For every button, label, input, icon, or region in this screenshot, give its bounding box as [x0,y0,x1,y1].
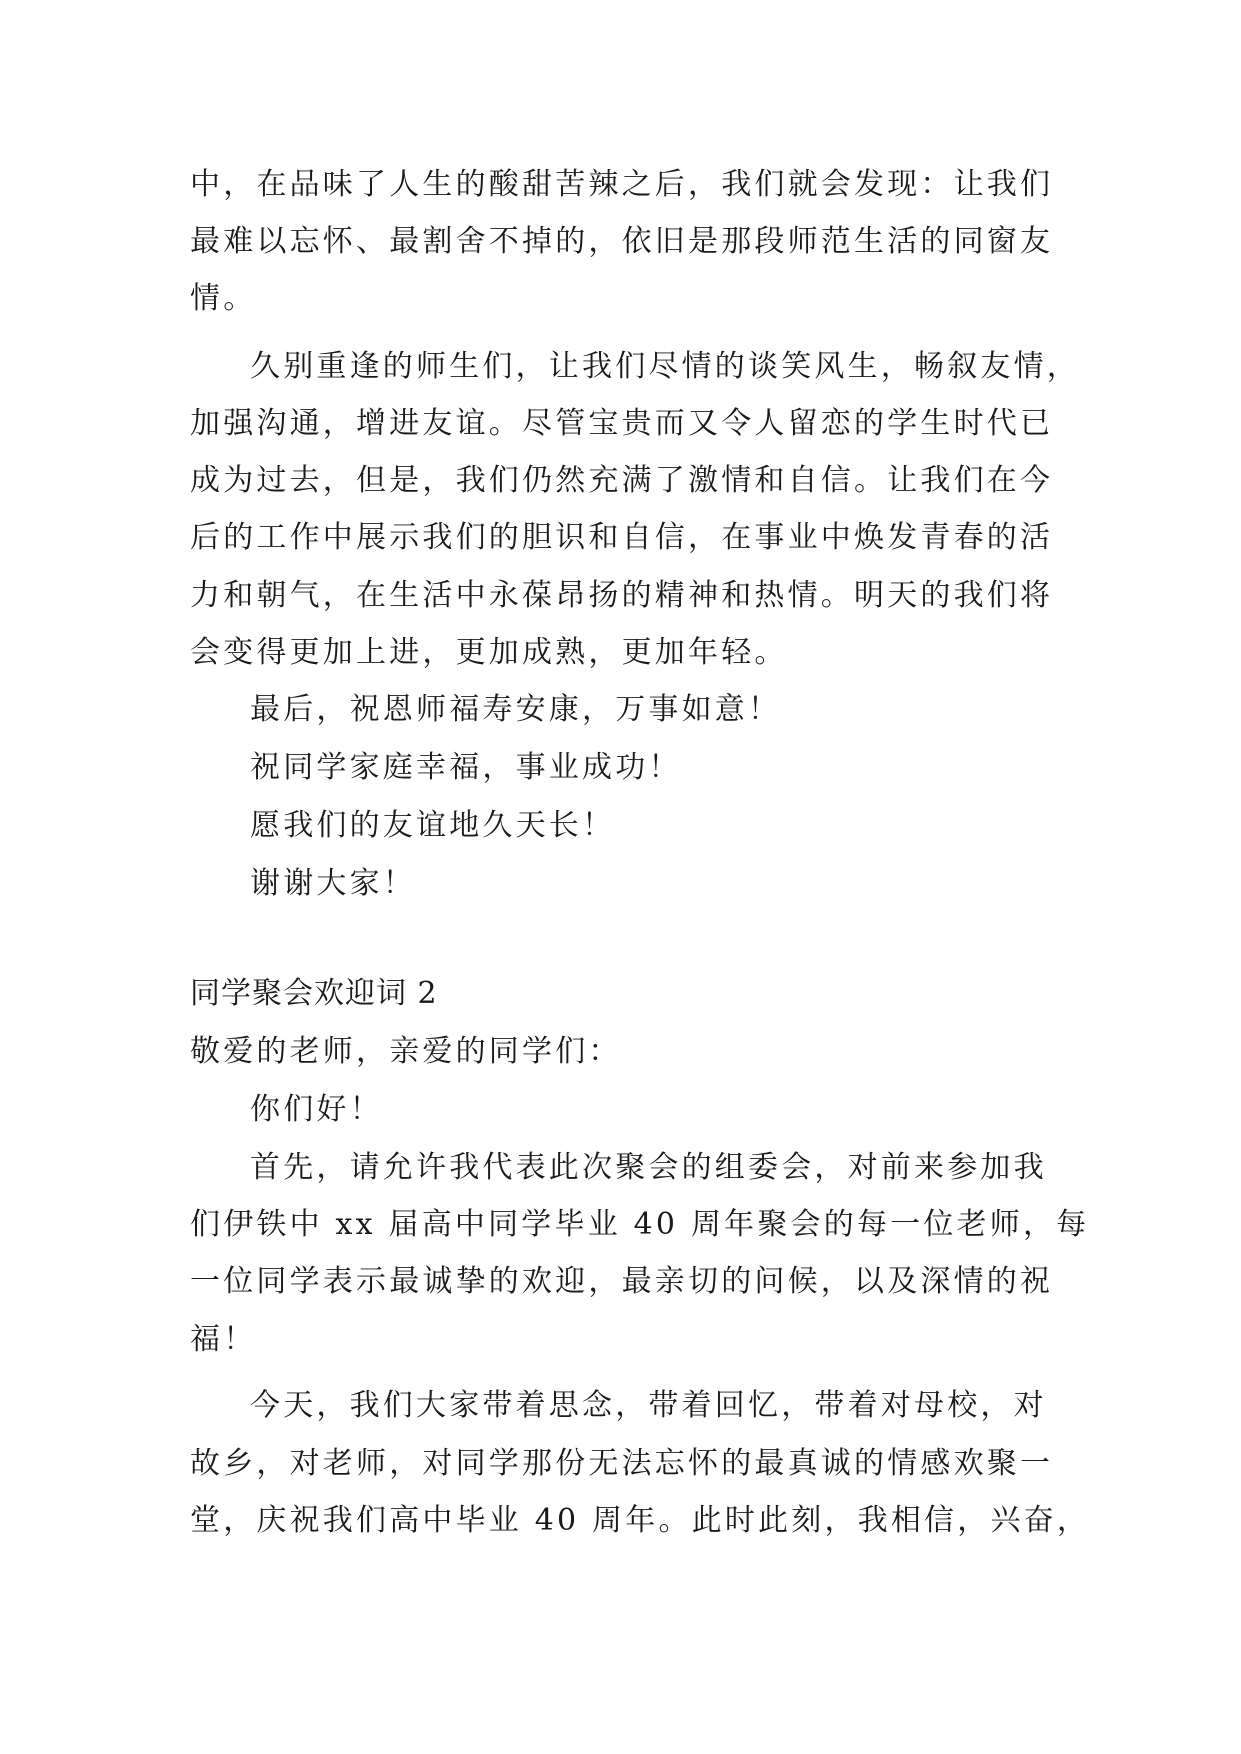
paragraph-line: 福！ [190,1322,257,1357]
section-title: 同学聚会欢迎词 2 [190,976,438,1011]
paragraph-line: 力和朝气，在生活中永葆昂扬的精神和热情。明天的我们将 [190,578,1054,613]
paragraph-line: 最难以忘怀、最割舍不掉的，依旧是那段师范生活的同窗友 [190,224,1054,259]
paragraph-line: 首先，请允许我代表此次聚会的组委会，对前来参加我 [250,1150,1047,1185]
paragraph-line: 会变得更加上进，更加成熟，更加年轻。 [190,635,788,670]
paragraph-line: 中，在品味了人生的酸甜苦辣之后，我们就会发现：让我们 [190,167,1054,202]
paragraph-line: 堂，庆祝我们高中毕业 40 周年。此时此刻，我相信，兴奋， [190,1503,1091,1538]
greeting: 你们好！ [250,1092,383,1127]
paragraph-line: 一位同学表示最诚挚的欢迎，最亲切的问候，以及深情的祝 [190,1264,1054,1299]
paragraph-line: 久别重逢的师生们，让我们尽情的谈笑风生，畅叙友情， [250,349,1080,384]
paragraph-line: 成为过去，但是，我们仍然充满了激情和自信。让我们在今 [190,463,1054,498]
salutation: 敬爱的老师，亲爱的同学们： [190,1034,622,1069]
wish-line: 愿我们的友谊地久天长！ [250,808,616,843]
wish-line: 最后，祝恩师福寿安康，万事如意！ [250,692,782,727]
paragraph-line: 加强沟通，增进友谊。尽管宝贵而又令人留恋的学生时代已 [190,406,1054,441]
wish-line: 祝同学家庭幸福，事业成功！ [250,750,682,785]
paragraph-line: 故乡，对老师，对同学那份无法忘怀的最真诚的情感欢聚一 [190,1446,1054,1481]
wish-line: 谢谢大家！ [250,866,416,901]
paragraph-line: 后的工作中展示我们的胆识和自信，在事业中焕发青春的活 [190,520,1054,555]
paragraph-line: 情。 [190,281,257,316]
paragraph-line: 今天，我们大家带着思念，带着回忆，带着对母校，对 [250,1388,1047,1423]
paragraph-line: 们伊铁中 xx 届高中同学毕业 40 周年聚会的每一位老师，每 [190,1207,1090,1242]
